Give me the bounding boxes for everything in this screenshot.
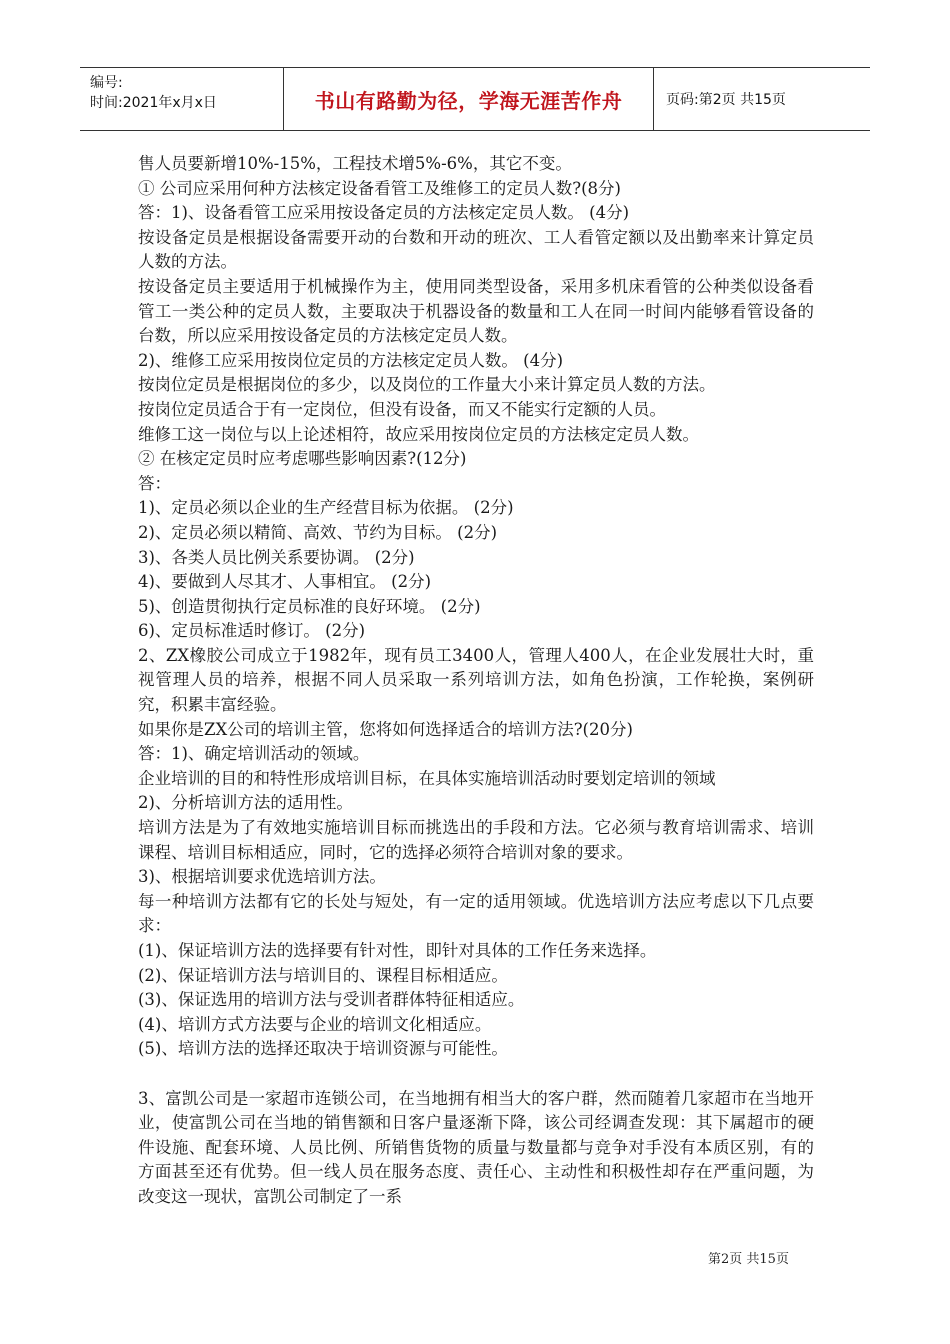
- body-line: 答：1)、确定培训活动的领域。: [138, 744, 370, 764]
- body-line: 维修工这一岗位与以上论述相符，故应采用按岗位定员的方法核定定员人数。: [138, 424, 699, 444]
- blank-line: [138, 1062, 814, 1087]
- list-item: 2)、定员必须以精简、高效、节约为目标。 (2分): [138, 522, 498, 542]
- body-paragraph: 按设备定员是根据设备需要开动的台数和开动的班次、工人看管定额以及出勤率来计算定员人数的方法。: [138, 227, 814, 272]
- document-date-label: 时间:2021年x月x日: [90, 95, 217, 111]
- question-heading: 如果你是ZX公司的培训主管，您将如何选择适合的培训方法?(20分): [138, 719, 633, 739]
- case-paragraph: 2、ZX橡胶公司成立于1982年，现有员工3400人，管理人400人，在企业发展壮大时，重视管理人员的培养，根据不同人员采取一系列培训方法，如角色扮演，工作轮换，案例研究，积累丰富经验。: [138, 645, 814, 715]
- body-line: 3)、根据培训要求优选培训方法。: [138, 867, 386, 887]
- header-motto: 书山有路勤为径，学海无涯苦作舟: [283, 68, 654, 130]
- header-page-number: 页码:第2页 共15页: [666, 92, 786, 108]
- body-line: 答：: [138, 473, 171, 493]
- body-paragraph: 培训方法是为了有效地实施培训目标而挑选出的手段和方法。它必须与教育培训需求、培训课程、培训目标相适应，同时，它的选择必须符合培训对象的要求。: [138, 818, 814, 862]
- list-item: 6)、定员标准适时修订。 (2分): [138, 621, 366, 641]
- question-heading: ① 公司应采用何种方法核定设备看管工及维修工的定员人数?(8分): [138, 178, 621, 198]
- list-item: 4)、要做到人尽其才、人事相宜。 (2分): [138, 572, 432, 592]
- document-body: [138, 152, 814, 1210]
- list-item: (2)、保证培训方法与培训目的、课程目标相适应。: [138, 965, 508, 985]
- body-line: 按岗位定员适合于有一定岗位，但没有设备，而又不能实行定额的人员。: [138, 399, 666, 419]
- body-line: 按岗位定员是根据岗位的多少，以及岗位的工作量大小来计算定员人数的方法。: [138, 375, 716, 395]
- body-paragraph: 每一种培训方法都有它的长处与短处，有一定的适用领域。优选培训方法应考虑以下几点要求：: [138, 891, 814, 936]
- document-number-label: 编号:: [90, 75, 123, 91]
- body-line: 答：1)、设备看管工应采用按设备定员的方法核定定员人数。 (4分): [138, 203, 630, 223]
- list-item: 3)、各类人员比例关系要协调。 (2分): [138, 547, 415, 567]
- page-footer: 第2页 共15页: [708, 1252, 789, 1267]
- page-header: [80, 67, 870, 131]
- body-line: 企业培训的目的和特性形成培训目标，在具体实施培训活动时要划定培训的领域: [138, 768, 716, 788]
- list-item: 1)、定员必须以企业的生产经营目标为依据。 (2分): [138, 498, 514, 518]
- list-item: (1)、保证培训方法的选择要有针对性，即针对具体的工作任务来选择。: [138, 941, 657, 960]
- body-paragraph: 按设备定员主要适用于机械操作为主，使用同类型设备，采用多机床看管的公种类似设备看管工一类公种的定员人数，主要取决于机器设备的数量和工人在同一时间内能够看管设备的台数，所以应采用按设备定员的方法核定定员人数。: [138, 276, 814, 346]
- list-item: (4)、培训方式方法要与企业的培训文化相适应。: [138, 1014, 492, 1034]
- list-item: 5)、创造贯彻执行定员标准的良好环境。 (2分): [138, 596, 481, 616]
- list-item: (5)、培训方法的选择还取决于培训资源与可能性。: [138, 1039, 508, 1059]
- case-paragraph: 3、富凯公司是一家超市连锁公司，在当地拥有相当大的客户群，然而随着几家超市在当地开业，使富凯公司在当地的销售额和日客户量逐渐下降，该公司经调查发现：其下属超市的硬件设施、配套环境、人员比例、所销售货物的质量与数量都与竞争对手没有本质区别，有的方面甚至还有优势。但一线人员在服务态度、责任心、主动性和积极性却存在严重问题，为改变这一现状，富凯公司制定了一系: [138, 1088, 814, 1206]
- body-line: 售人员要新增10%-15%，工程技术增5%-6%，其它不变。: [138, 154, 572, 173]
- list-item: (3)、保证选用的培训方法与受训者群体特征相适应。: [138, 990, 525, 1010]
- question-heading: ② 在核定定员时应考虑哪些影响因素?(12分): [138, 449, 467, 469]
- header-meta: [80, 68, 283, 130]
- body-line: 2)、维修工应采用按岗位定员的方法核定定员人数。 (4分): [138, 350, 564, 370]
- body-line: 2)、分析培训方法的适用性。: [138, 793, 353, 813]
